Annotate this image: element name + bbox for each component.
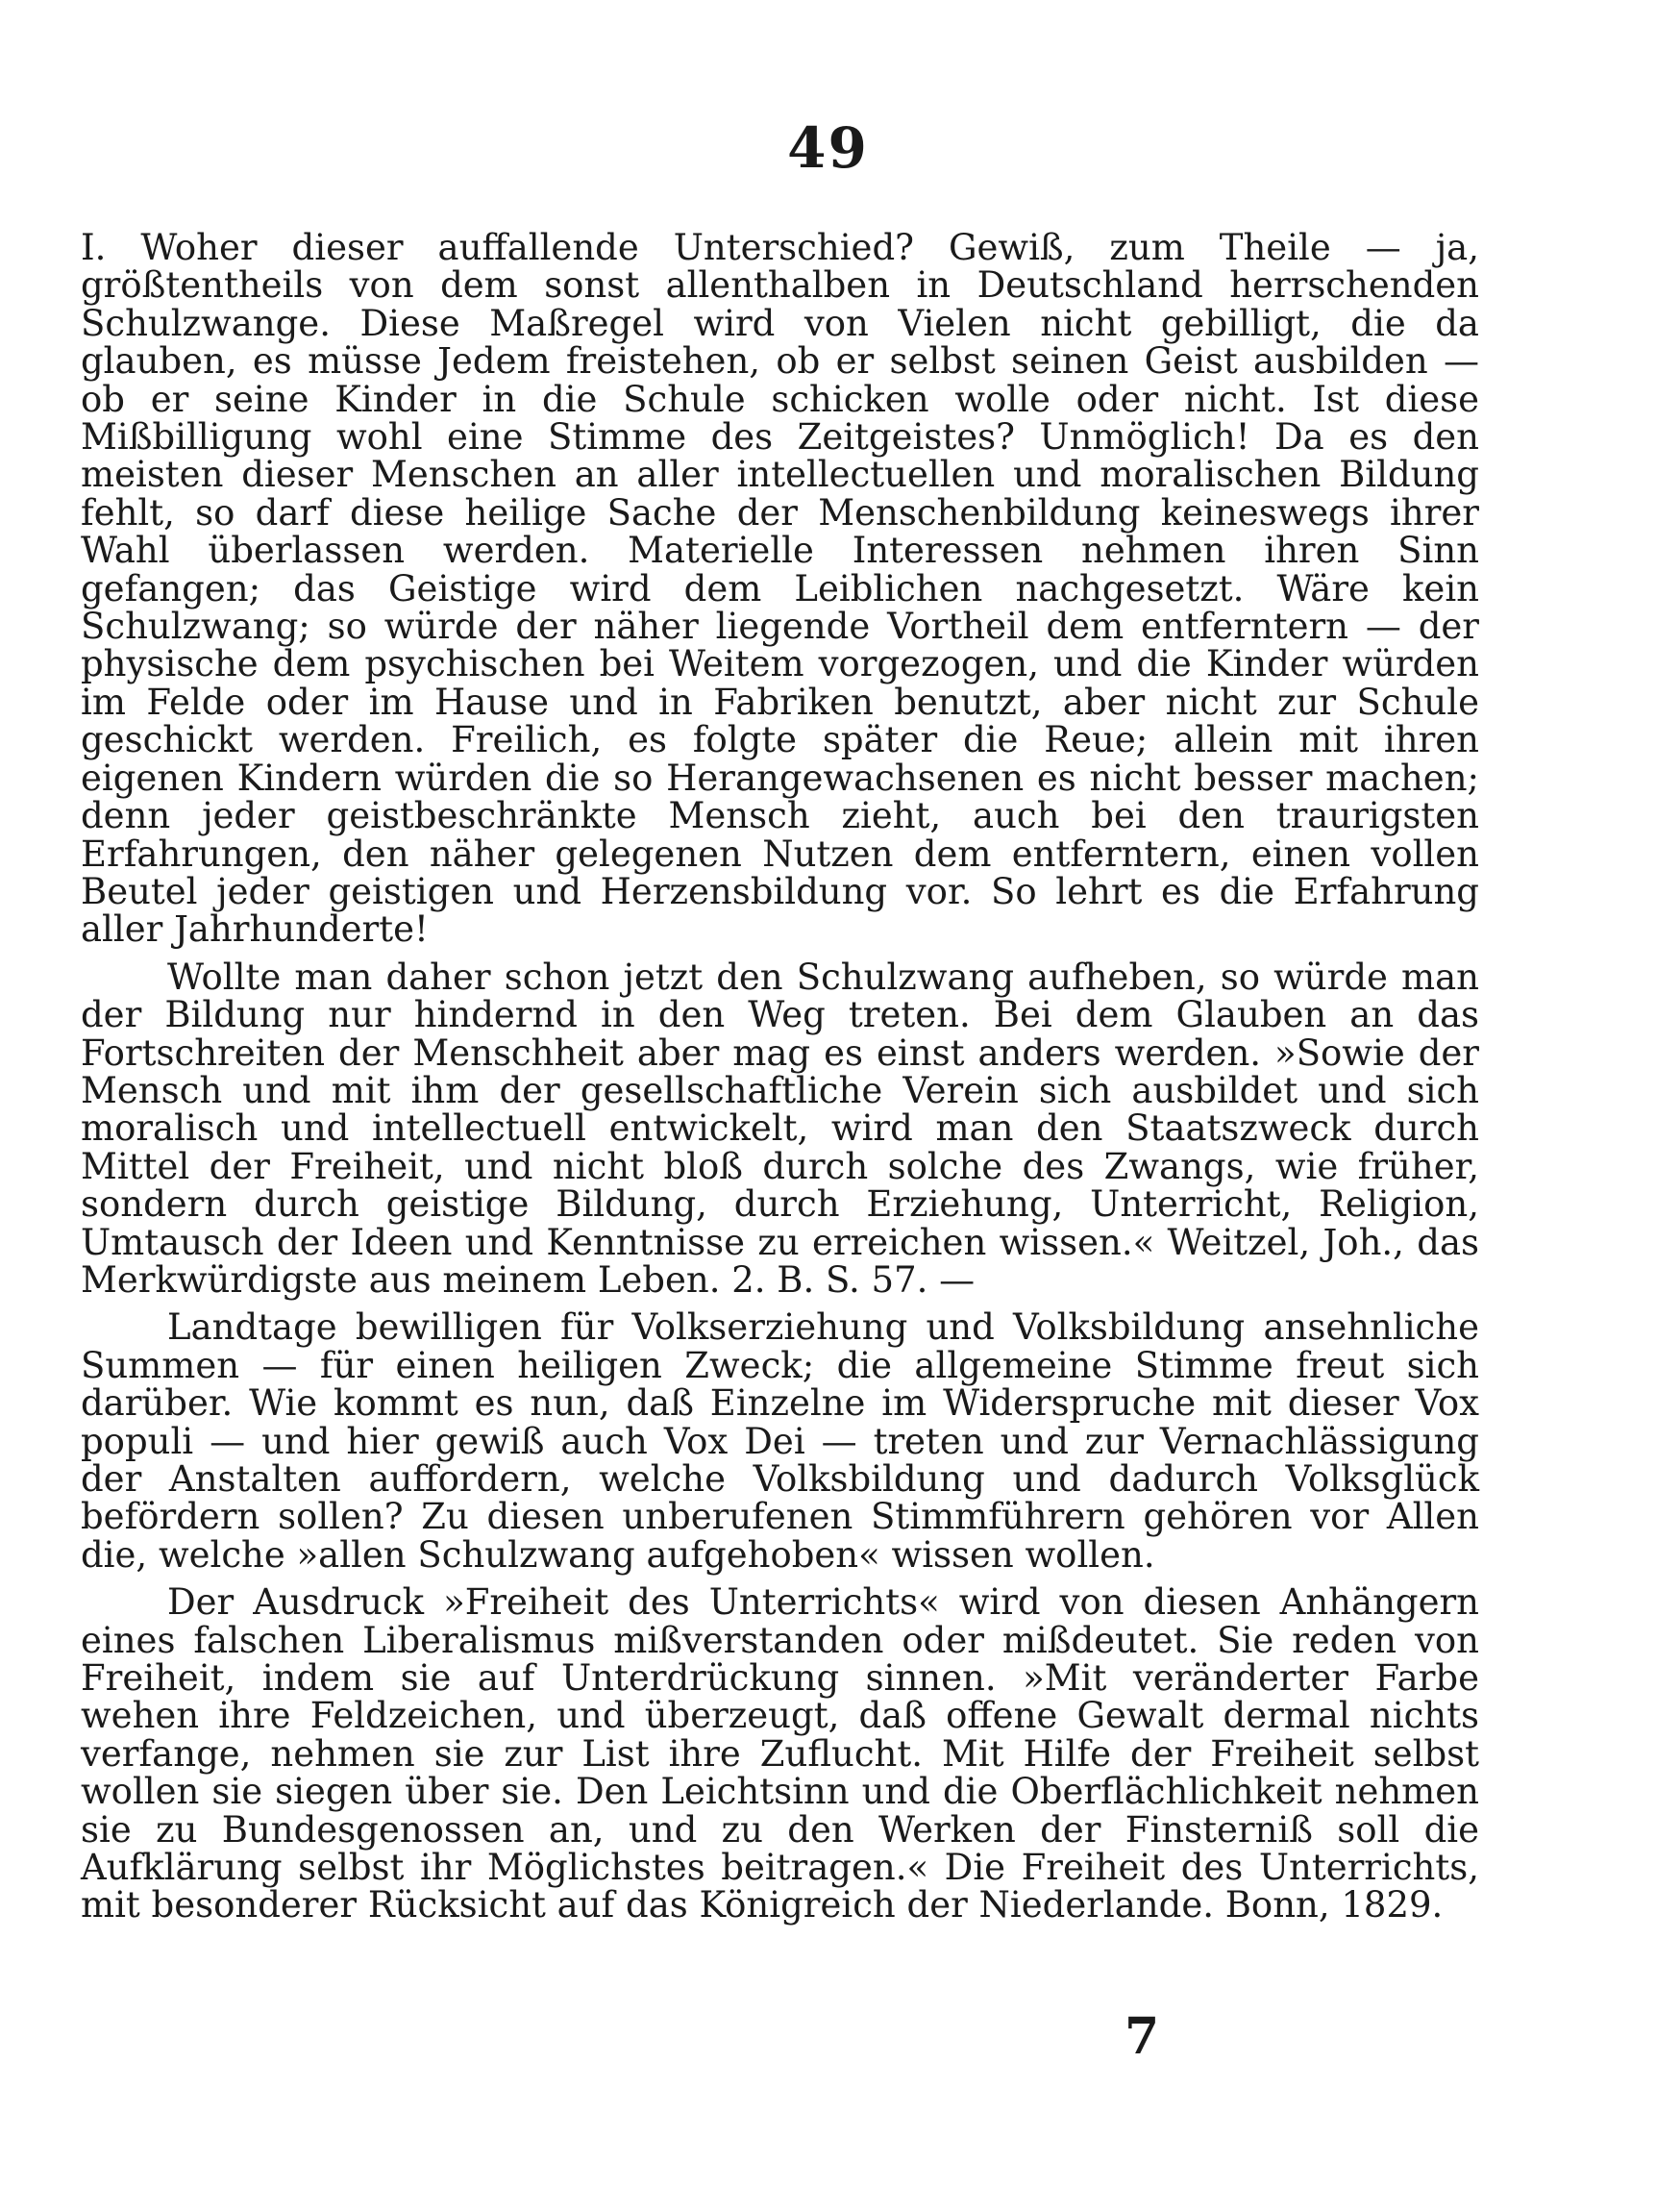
paragraph-4: Der Ausdruck »Freiheit des Unterrichts« wird von diesen Anhängern eines falschen Liberalismus mißverstanden oder mißdeutet. Sie reden von Freiheit, indem sie auf Unterdrückung sinnen. »Mit veränderter Farbe wehen ihre Feldzeichen, und überzeugt, daß offene Gewalt dermal nichts verfange, nehmen sie zur List ihre Zuflucht. Mit Hilfe der Freiheit selbst wollen sie siegen über sie. Den Leichtsinn und die Oberflächlichkeit nehmen sie zu Bundesgenossen an, und zu den Werken der Finsterniß soll die Aufklärung selbst ihr Möglichstes beitragen.« Die Freiheit des Unterrichts, mit besonderer Rücksicht auf das Königreich der Niederlande. Bonn, 1829. bbox=[81, 1581, 1479, 1926]
paragraph-2: Wollte man daher schon jetzt den Schulzwang aufheben, so würde man der Bildung nur hindernd in den Weg treten. Bei dem Glauben an das Fortschreiten der Menschheit aber mag es einst anders werden. »Sowie der Mensch und mit ihm der gesellschaftliche Verein sich ausbildet und sich moralisch und intellectuell entwickelt, wird man den Staatszweck durch Mittel der Freiheit, und nicht bloß durch solche des Zwangs, wie früher, sondern durch geistige Bildung, durch Erziehung, Unterricht, Religion, Umtausch der Ideen und Kenntnisse zu erreichen wissen.« Weitzel, Joh., das Merkwürdigste aus meinem Leben. 2. B. S. 57. — bbox=[81, 956, 1479, 1301]
page-number: 49 bbox=[787, 115, 869, 181]
paragraph-1: I. Woher dieser auffallende Unterschied? Gewiß, zum Theile — ja, größtentheils von dem sonst allenthalben in Deutschland herrschenden Schulzwange. Diese Maßregel wird von Vielen nicht gebilligt, die da glauben, es müsse Jedem freistehen, ob er selbst seinen Geist ausbilden — ob er seine Kinder in die Schule schicken wolle oder nicht. Ist diese Mißbilligung wohl eine Stimme des Zeitgeistes? Unmöglich! Da es den meisten dieser Menschen an aller intellectuellen und moralischen Bildung fehlt, so darf diese heilige Sache der Menschenbildung keineswegs ihrer Wahl überlassen werden. Materielle Interessen nehmen ihren Sinn gefangen; das Geistige wird dem Leiblichen nachgesetzt. Wäre kein Schulzwang; so würde der näher liegende Vortheil dem entferntern — der physische dem psychischen bei Weitem vorgezogen, und die Kinder würden im Felde oder im Hause und in Fabriken benutzt, aber nicht zur Schule geschickt werden. Freilich, es folgte später die Reue; allein mit ihren eigenen Kindern würden die so Herangewachsenen es nicht besser machen; denn jeder geistbeschränkte Mensch zieht, auch bei den traurigsten Erfahrungen, den näher gelegenen Nutzen dem entferntern, einen vollen Beutel jeder geistigen und Herzensbildung vor. So lehrt es die Erfahrung aller Jahrhunderte! bbox=[81, 227, 1479, 951]
body-text bbox=[81, 229, 1479, 1925]
paragraph-3: Landtage bewilligen für Volkserziehung und Volksbildung ansehnliche Summen — für einen heiligen Zweck; die allgemeine Stimme freut sich darüber. Wie kommt es nun, daß Einzelne im Widerspruche mit dieser Vox populi — und hier gewiß auch Vox Dei — treten und zur Vernachlässigung der Anstalten auffordern, welche Volksbildung und dadurch Volksglück befördern sollen? Zu diesen unberufenen Stimmführern gehören vor Allen die, welche »allen Schulzwang aufgehoben« wissen wollen. bbox=[81, 1306, 1479, 1576]
signature-mark: 7 bbox=[1125, 2007, 1160, 2066]
